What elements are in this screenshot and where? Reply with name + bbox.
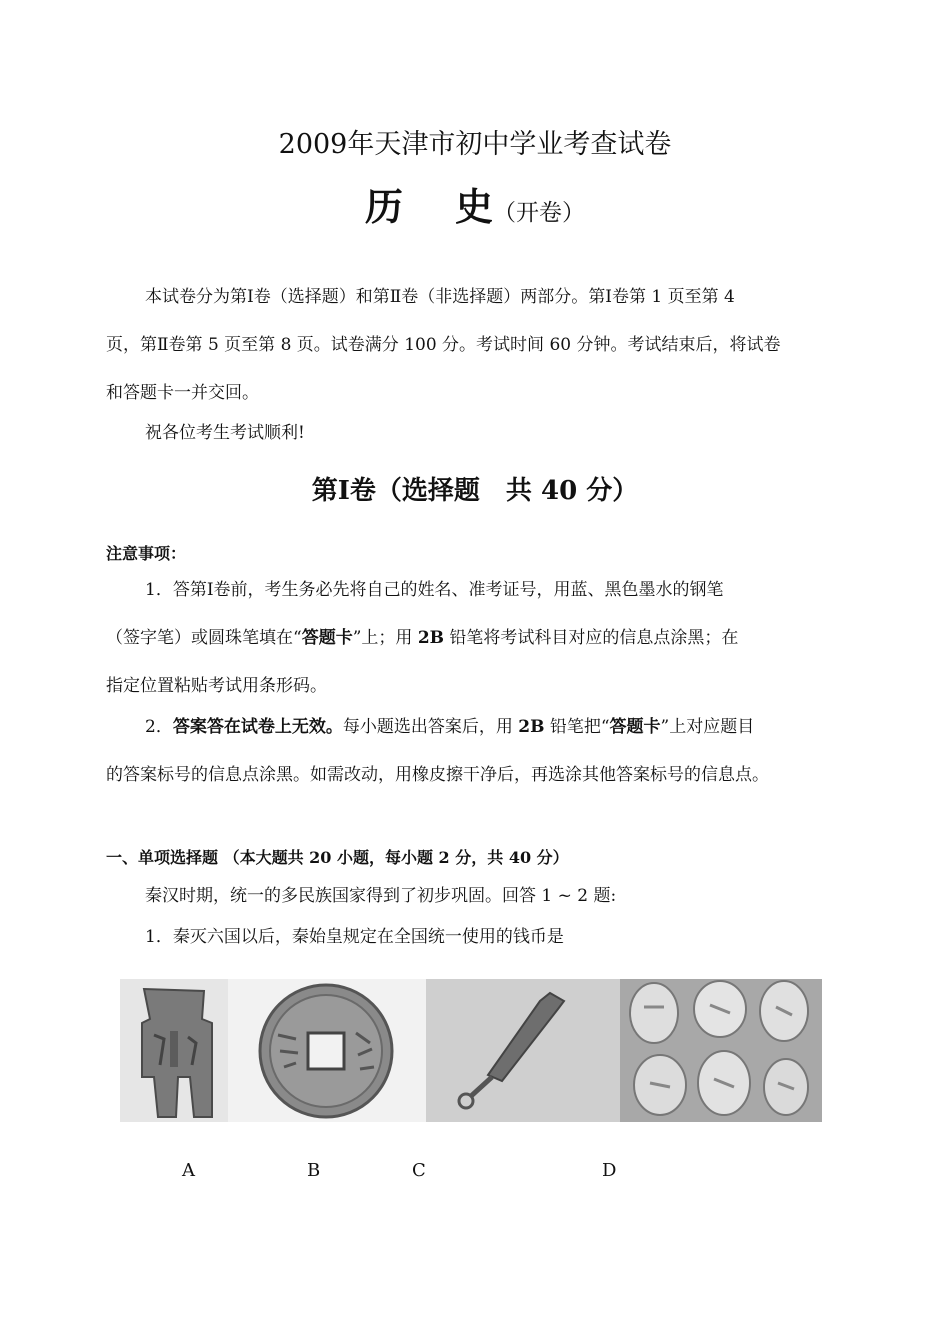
note-1-line-2: （签字笔）或圆珠笔填在“答题卡”上；用 2B 铅笔将考试科目对应的信息点涂黑；在 [106, 628, 739, 648]
coin-images [120, 979, 822, 1122]
subject-note: （开卷） [493, 200, 586, 226]
option-b: B [307, 1160, 321, 1181]
question-1: 1．秦灭六国以后，秦始皇规定在全国统一使用的钱币是 [145, 927, 564, 947]
note-2-line-1: 2．答案答在试卷上无效。每小题选出答案后，用 2B 铅笔把“答题卡”上对应题目 [145, 717, 755, 737]
part-1-heading: 一、单项选择题 （本大题共 20 小题，每小题 2 分，共 40 分） [106, 848, 569, 867]
part-1-context: 秦汉时期，统一的多民族国家得到了初步巩固。回答 1 ~ 2 题: [145, 886, 617, 906]
subject-char-2: 史 [455, 184, 494, 229]
knife-coin-image [426, 979, 620, 1122]
option-a: A [182, 1160, 195, 1181]
intro-line-1: 本试卷分为第Ⅰ卷（选择题）和第Ⅱ卷（非选择题）两部分。第Ⅰ卷第 1 页至第 4 [145, 287, 735, 307]
spade-coin-image [120, 979, 228, 1122]
round-coin-image [228, 979, 426, 1122]
ant-nose-coins-image [620, 979, 822, 1122]
intro-line-2: 页，第Ⅱ卷第 5 页至第 8 页。试卷满分 100 分。考试时间 60 分钟。考试结束后，将试卷 [106, 335, 781, 355]
option-d: D [602, 1160, 617, 1181]
option-c: C [412, 1160, 426, 1181]
exam-title: 2009年天津市初中学业考查试卷 [278, 129, 672, 160]
subject-char-1: 历 [364, 184, 403, 229]
intro-line-3: 和答题卡一并交回。 [106, 383, 259, 403]
note-2-line-2: 的答案标号的信息点涂黑。如需改动，用橡皮擦干净后，再选涂其他答案标号的信息点。 [106, 765, 769, 785]
subject-title [0, 176, 950, 231]
note-1-line-3: 指定位置粘贴考试用条形码。 [106, 676, 327, 696]
note-1-line-1: 1．答第Ⅰ卷前，考生务必先将自己的姓名、准考证号，用蓝、黑色墨水的钢笔 [145, 580, 724, 600]
intro-wish: 祝各位考生考试顺利! [145, 423, 305, 443]
notes-heading: 注意事项： [106, 544, 187, 563]
section-1-title: 第Ⅰ卷（选择题 共 40 分） [311, 476, 639, 506]
